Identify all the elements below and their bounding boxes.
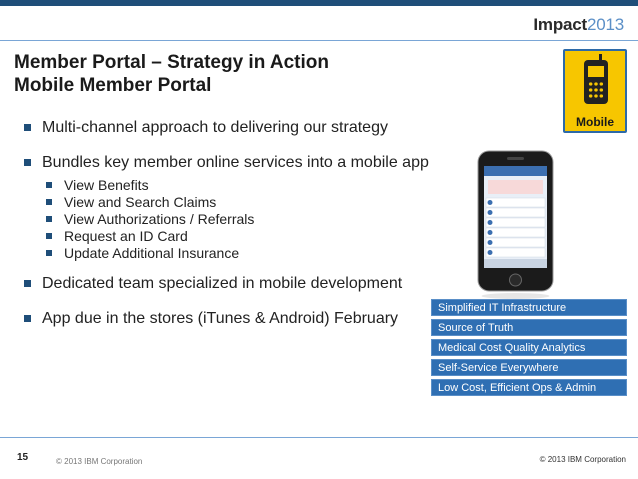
sub-bullet-item: View Benefits (22, 177, 462, 194)
strategy-box: Self-Service Everywhere (431, 359, 627, 376)
sub-bullet-item: View Authorizations / Referrals (22, 211, 462, 228)
sub-bullet-item: Request an ID Card (22, 228, 462, 245)
logo-year: 2013 (586, 15, 624, 34)
top-bar (0, 0, 638, 6)
page-number: 15 (17, 452, 29, 463)
strategy-box: Medical Cost Quality Analytics (431, 339, 627, 356)
logo-word: Impact (533, 15, 587, 34)
copyright-left: © 2013 IBM Corporation (56, 457, 143, 466)
bullet-item: Bundles key member online services into a mobile app (22, 153, 462, 173)
mobile-badge-label: Mobile (576, 115, 614, 129)
mobile-badge (563, 49, 627, 133)
smartphone-image (477, 150, 554, 300)
phone-screen (588, 66, 604, 77)
sub-bullet-item: View and Search Claims (22, 194, 462, 211)
bullet-item: Dedicated team specialized in mobile development (22, 274, 462, 294)
strategy-box: Simplified IT Infrastructure (431, 299, 627, 316)
bullet-item: App due in the stores (iTunes & Android) February (22, 309, 462, 329)
copyright-right: © 2013 IBM Corporation (539, 455, 626, 464)
footer-divider (0, 437, 638, 438)
header-divider (0, 40, 638, 41)
strategy-box: Source of Truth (431, 319, 627, 336)
title-line-1: Member Portal – Strategy in Action (14, 52, 329, 73)
page-title (14, 51, 329, 97)
mobile-phone-icon (584, 60, 608, 104)
bullet-item: Multi-channel approach to delivering our strategy (22, 118, 462, 138)
bullet-list (22, 118, 462, 329)
sub-bullet-item: Update Additional Insurance (22, 245, 462, 262)
strategy-box: Low Cost, Efficient Ops & Admin (431, 379, 627, 396)
title-line-2: Mobile Member Portal (14, 75, 212, 96)
phone-keypad (588, 81, 604, 99)
impact-logo (533, 15, 624, 35)
